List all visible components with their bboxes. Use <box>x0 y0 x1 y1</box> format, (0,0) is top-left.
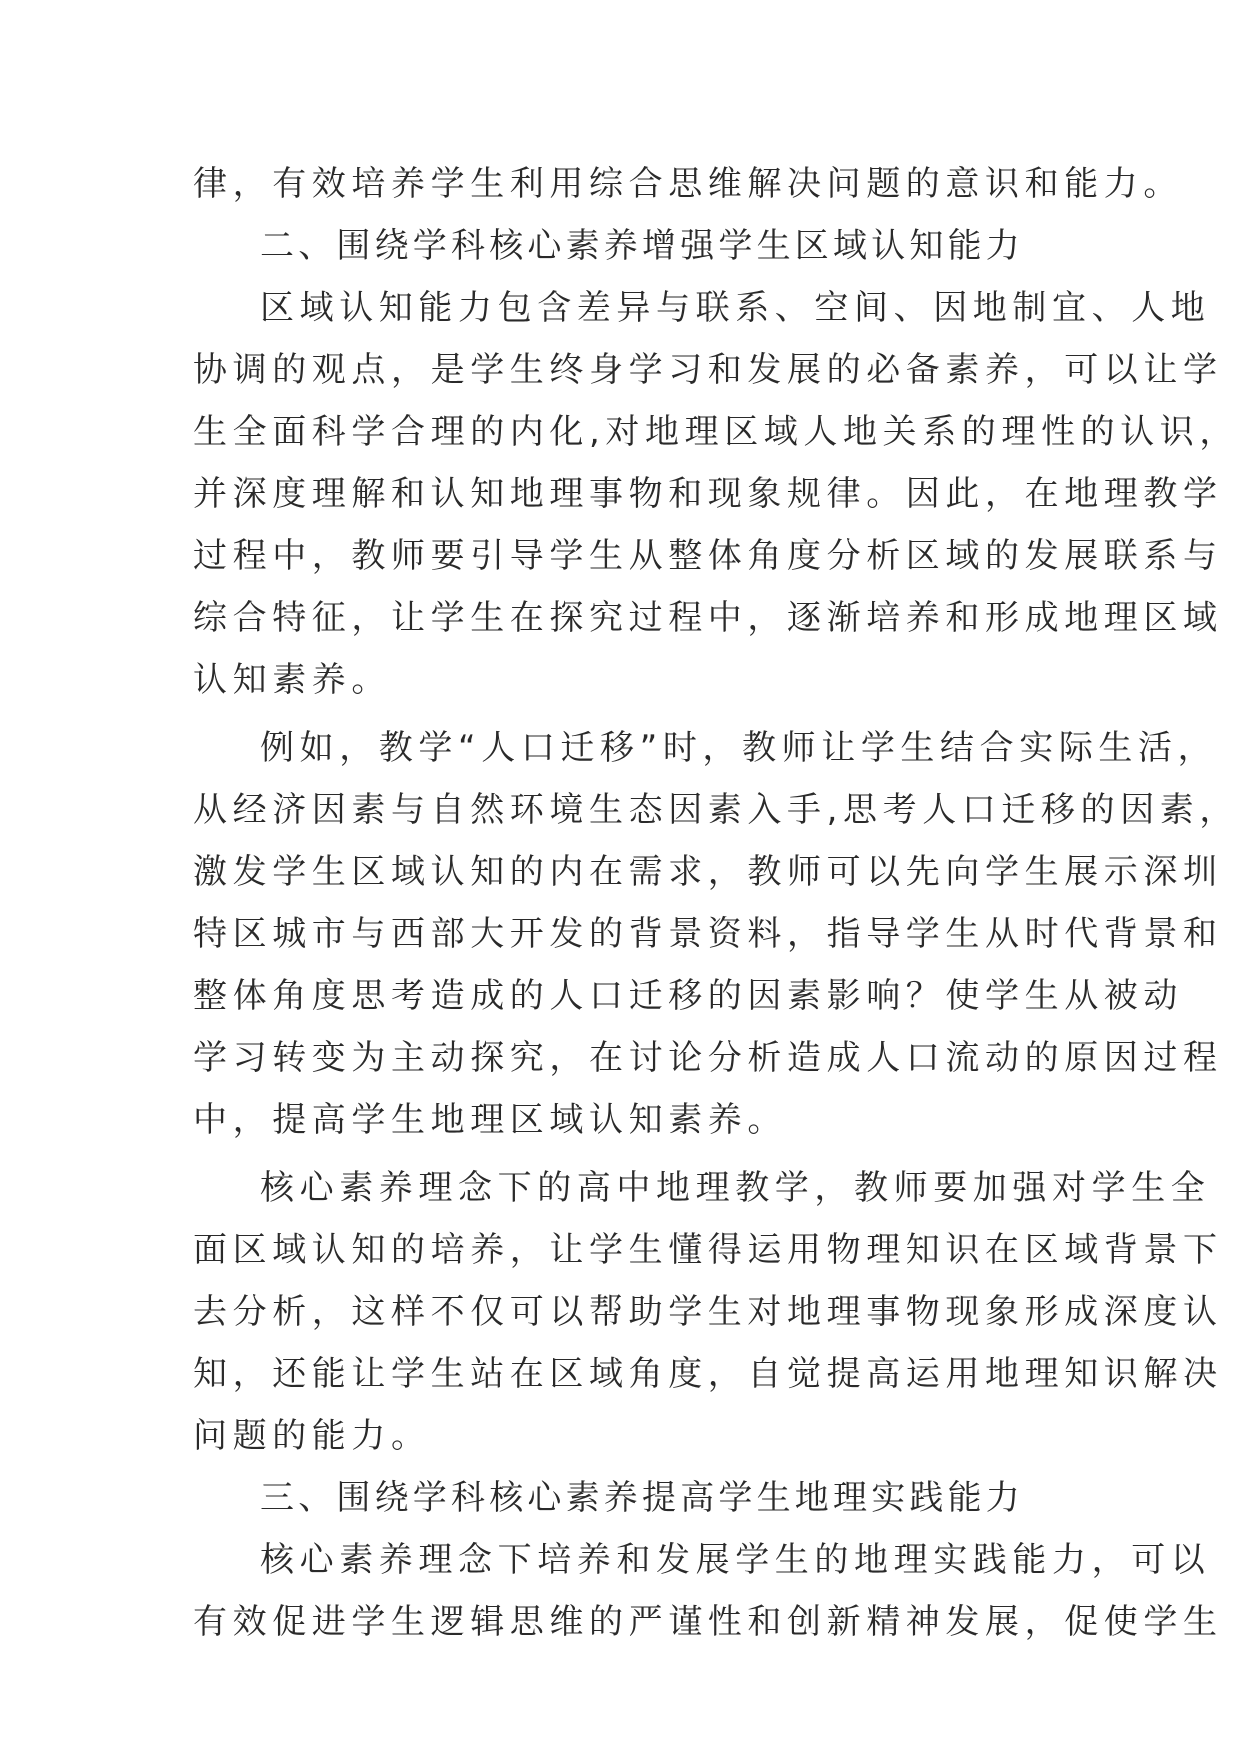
body-line: 过程中，教师要引导学生从整体角度分析区域的发展联系与 <box>193 536 1223 576</box>
body-line: 知，还能让学生站在区域角度，自觉提高运用地理知识解决 <box>193 1354 1223 1394</box>
body-line: 认知素养。 <box>193 660 391 700</box>
section-heading-2: 二、围绕学科核心素养增强学生区域认知能力 <box>260 226 1024 266</box>
body-line: 协调的观点，是学生终身学习和发展的必备素养，可以让学 <box>193 350 1223 390</box>
body-line: 综合特征，让学生在探究过程中，逐渐培养和形成地理区域 <box>193 598 1223 638</box>
section-heading-3: 三、围绕学科核心素养提高学生地理实践能力 <box>260 1478 1024 1518</box>
body-line: 去分析，这样不仅可以帮助学生对地理事物现象形成深度认 <box>193 1292 1223 1332</box>
body-line: 激发学生区域认知的内在需求，教师可以先向学生展示深圳 <box>193 852 1223 892</box>
body-line: 面区域认知的培养，让学生懂得运用物理知识在区域背景下 <box>193 1230 1223 1270</box>
body-line: 整体角度思考造成的人口迁移的因素影响？使学生从被动 <box>193 976 1183 1016</box>
paragraph-first-line: 例如，教学“人口迁移”时，教师让学生结合实际生活， <box>260 728 1218 768</box>
body-line: 中，提高学生地理区域认知素养。 <box>193 1100 787 1140</box>
body-line: 特区城市与西部大开发的背景资料，指导学生从时代背景和 <box>193 914 1223 954</box>
body-line: 从经济因素与自然环境生态因素入手,思考人口迁移的因素， <box>193 790 1240 830</box>
paragraph-first-line: 核心素养理念下的高中地理教学，教师要加强对学生全 <box>260 1168 1211 1208</box>
paragraph-first-line: 核心素养理念下培养和发展学生的地理实践能力，可以 <box>260 1540 1211 1580</box>
paragraph-first-line: 区域认知能力包含差异与联系、空间、因地制宜、人地 <box>260 288 1211 328</box>
body-line: 并深度理解和认知地理事物和现象规律。因此，在地理教学 <box>193 474 1223 514</box>
body-line: 问题的能力。 <box>193 1416 431 1456</box>
body-line: 学习转变为主动探究，在讨论分析造成人口流动的原因过程 <box>193 1038 1223 1078</box>
body-line: 律，有效培养学生利用综合思维解决问题的意识和能力。 <box>193 164 1183 204</box>
body-line: 生全面科学合理的内化,对地理区域人地关系的理性的认识， <box>193 412 1240 452</box>
body-line: 有效促进学生逻辑思维的严谨性和创新精神发展，促使学生 <box>193 1602 1223 1642</box>
